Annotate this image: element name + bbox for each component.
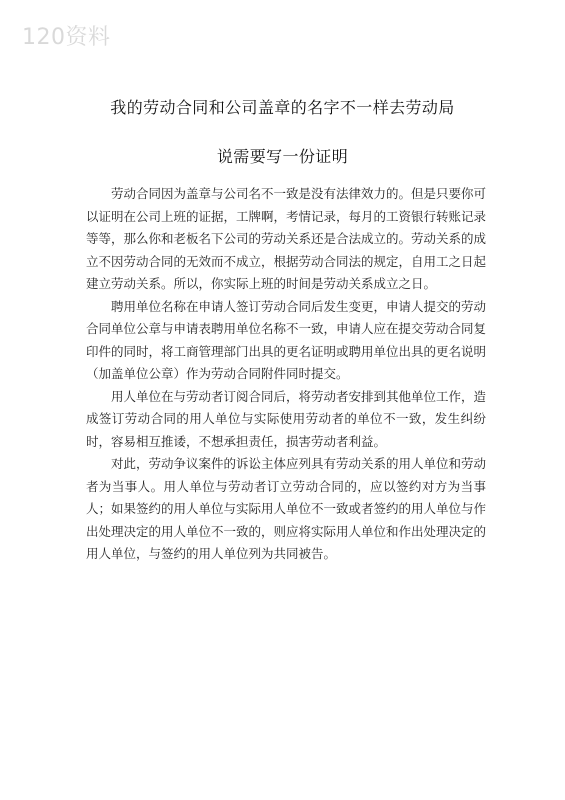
document-title-line-2: 说需要写一份证明 [216, 147, 349, 166]
body-paragraph: 对此，劳动争议案件的诉讼主体应列具有劳动关系的用人单位和劳动者为当事人。用人单位与劳动者订立劳动合同的，应以签约对方为当事人；如果签约的用人单位与实际用人单位不一致或者签约的用人单位与作出处理决定的用人单位不一致的，则应将实际用人单位和作出处理决定的用人单位，与签约的用人单位列为共同被告。 [86, 456, 487, 561]
document-body [86, 183, 486, 566]
watermark-logo: 120资料 [22, 25, 111, 50]
body-paragraph: 用人单位在与劳动者订阅合同后，将劳动者安排到其他单位工作，造成签订劳动合同的用人单位与实际使用劳动者的单位不一致，发生纠纷时，容易相互推诿，不想承担责任，损害劳动者利益。 [86, 388, 487, 449]
body-paragraph: 聘用单位名称在申请人签订劳动合同后发生变更，申请人提交的劳动合同单位公章与申请表聘用单位名称不一致，申请人应在提交劳动合同复印件的同时，将工商管理部门出具的更名证明或聘用单位出具的更名说明（加盖单位公章）作为劳动合同附件同时提交。 [86, 298, 487, 381]
document-title-line-1: 我的劳动合同和公司盖章的名字不一样去劳动局 [110, 98, 455, 117]
body-paragraph: 劳动合同因为盖章与公司名不一致是没有法律效力的。但是只要你可以证明在公司上班的证据，工牌啊，考情记录，每月的工资银行转账记录等等，那么你和老板名下公司的劳动关系还是合法成立的。劳动关系的成立不因劳动合同的无效而不成立，根据劳动合同法的规定，自用工之日起建立劳动关系。所以，你实际上班的时间是劳动关系成立之日。 [86, 186, 487, 291]
